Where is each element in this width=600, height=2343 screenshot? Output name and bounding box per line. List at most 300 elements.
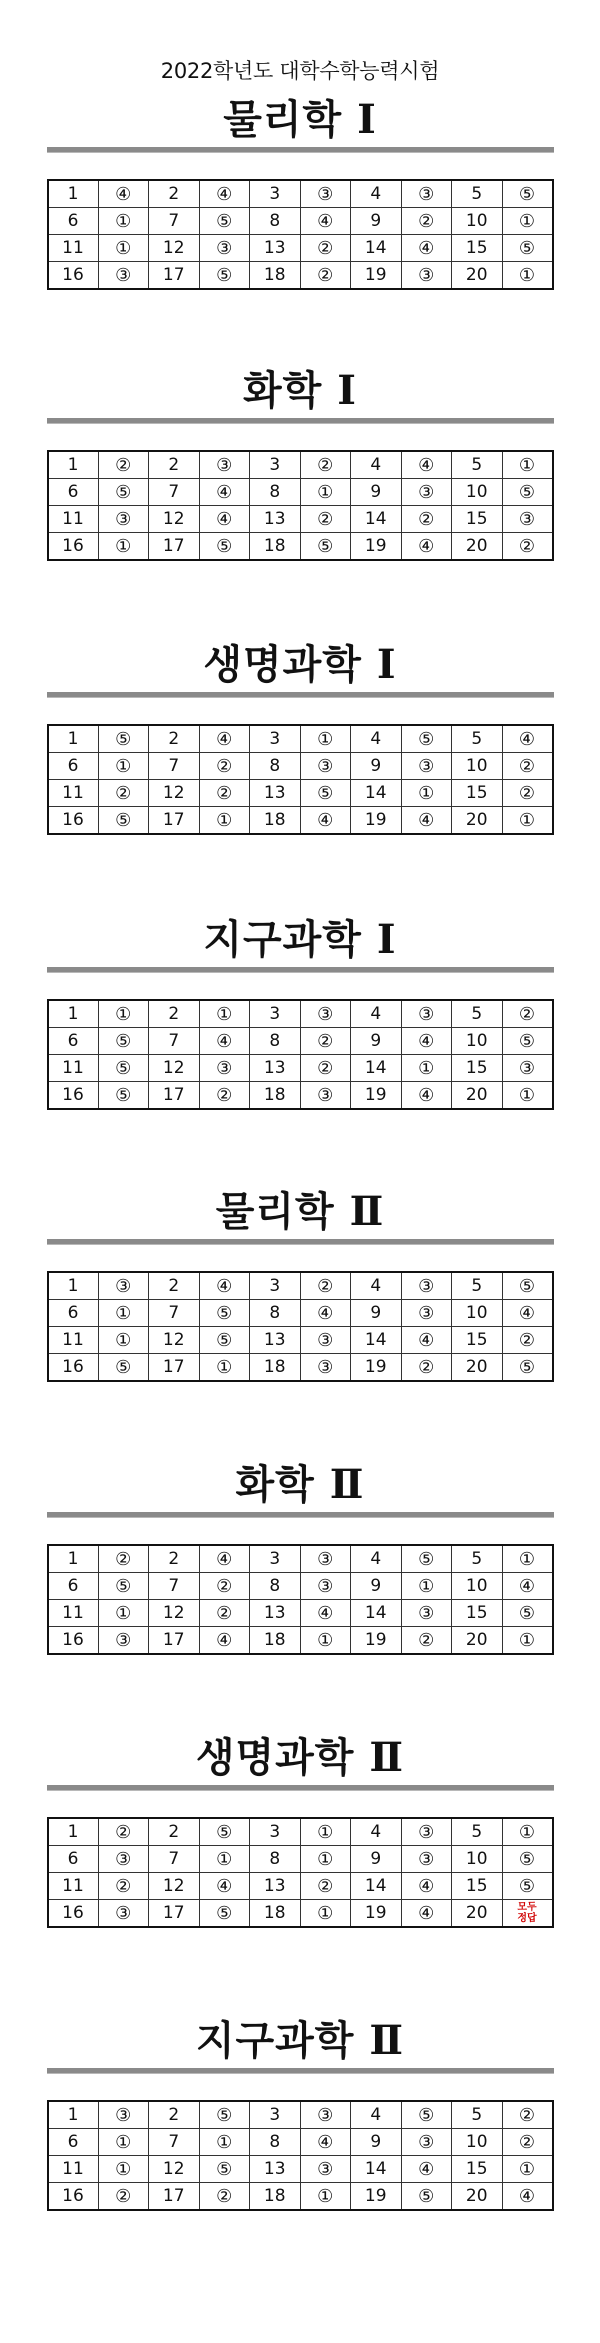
section-title [0, 1187, 600, 1237]
question-number: 16 [48, 1082, 99, 1110]
question-number: 8 [250, 753, 301, 780]
answer-cell: ② [98, 1873, 149, 1900]
question-number: 4 [351, 451, 402, 479]
question-number: 1 [48, 725, 99, 753]
answer-cell: ② [199, 780, 250, 807]
answer-cell: ⑤ [401, 725, 452, 753]
document-header: 2022학년도 대학수학능력시험 [160, 59, 440, 83]
section-title-roman: Ⅱ [349, 1188, 385, 1235]
section-title [0, 915, 600, 965]
question-number: 5 [452, 451, 503, 479]
answer-cell: ⑤ [98, 1082, 149, 1110]
table-row [48, 533, 553, 561]
answer-table [47, 2100, 554, 2211]
table-row [48, 208, 553, 235]
answer-cell: ① [300, 1627, 351, 1655]
answer-cell: ① [98, 753, 149, 780]
answer-cell: ② [199, 1573, 250, 1600]
answer-cell: ⑤ [199, 2156, 250, 2183]
answer-cell: ① [98, 2156, 149, 2183]
answer-cell: ④ [401, 1028, 452, 1055]
question-number: 19 [351, 262, 402, 290]
question-number: 19 [351, 1900, 402, 1928]
question-number: 13 [250, 1600, 301, 1627]
table-row [48, 235, 553, 262]
question-number: 12 [149, 1873, 200, 1900]
question-number: 9 [351, 1028, 402, 1055]
question-number: 4 [351, 2101, 402, 2129]
answer-cell: ① [300, 1846, 351, 1873]
answer-cell: ① [98, 1300, 149, 1327]
answer-section [0, 1460, 600, 1655]
question-number: 5 [452, 1000, 503, 1028]
answer-cell: ② [300, 451, 351, 479]
answer-cell: ③ [300, 1327, 351, 1354]
answer-cell: ① [199, 1354, 250, 1382]
table-row [48, 1573, 553, 1600]
question-number: 8 [250, 1028, 301, 1055]
question-number: 15 [452, 506, 503, 533]
answer-cell: ① [502, 1545, 553, 1573]
question-number: 15 [452, 1055, 503, 1082]
question-number: 18 [250, 262, 301, 290]
question-number: 10 [452, 1573, 503, 1600]
answer-cell: ② [98, 451, 149, 479]
table-row [48, 2183, 553, 2211]
answer-cell: ⑤ [199, 1327, 250, 1354]
section-divider [47, 692, 554, 698]
section-divider [47, 967, 554, 973]
question-number: 9 [351, 2129, 402, 2156]
question-number: 8 [250, 1300, 301, 1327]
section-title-text: 지구과학 [195, 2018, 355, 2064]
answer-cell: ① [502, 807, 553, 835]
question-number: 9 [351, 1846, 402, 1873]
answer-cell: ④ [401, 1873, 452, 1900]
answer-cell: ⑤ [502, 1028, 553, 1055]
answer-cell: ④ [401, 235, 452, 262]
table-row [48, 1900, 553, 1928]
answer-cell: ② [502, 753, 553, 780]
question-number: 10 [452, 1846, 503, 1873]
question-number: 19 [351, 1354, 402, 1382]
question-number: 11 [48, 780, 99, 807]
answer-cell: ⑤ [199, 2101, 250, 2129]
question-number: 13 [250, 235, 301, 262]
question-number: 5 [452, 1818, 503, 1846]
table-row [48, 1327, 553, 1354]
answer-cell: ① [98, 2129, 149, 2156]
answer-cell: ② [401, 1354, 452, 1382]
answer-cell: ④ [401, 1327, 452, 1354]
answer-cell: ① [199, 2129, 250, 2156]
table-row [48, 262, 553, 290]
question-number: 20 [452, 533, 503, 561]
question-number: 17 [149, 807, 200, 835]
question-number: 7 [149, 1300, 200, 1327]
question-number: 11 [48, 1327, 99, 1354]
question-number: 16 [48, 533, 99, 561]
answer-cell: ② [300, 262, 351, 290]
question-number: 19 [351, 807, 402, 835]
answer-cell: ⑤ [199, 533, 250, 561]
question-number: 11 [48, 1873, 99, 1900]
section-title-roman: Ⅱ [369, 2017, 405, 2064]
question-number: 4 [351, 1000, 402, 1028]
question-number: 10 [452, 208, 503, 235]
question-number: 18 [250, 1354, 301, 1382]
answer-cell: ③ [502, 506, 553, 533]
question-number: 20 [452, 2183, 503, 2211]
answer-cell: ④ [300, 2129, 351, 2156]
answer-cell: ⑤ [401, 2101, 452, 2129]
answer-cell: ④ [300, 1300, 351, 1327]
answer-cell: ① [401, 1055, 452, 1082]
answer-cell: ⑤ [98, 807, 149, 835]
question-number: 4 [351, 1272, 402, 1300]
question-number: 1 [48, 1818, 99, 1846]
section-divider [47, 2068, 554, 2074]
answer-cell: ② [502, 780, 553, 807]
answer-cell: ③ [401, 1818, 452, 1846]
question-number: 20 [452, 1900, 503, 1928]
answer-section [0, 915, 600, 1110]
question-number: 17 [149, 1082, 200, 1110]
question-number: 13 [250, 2156, 301, 2183]
table-row [48, 1055, 553, 1082]
question-number: 7 [149, 479, 200, 506]
question-number: 1 [48, 1545, 99, 1573]
question-number: 3 [250, 1272, 301, 1300]
table-row [48, 780, 553, 807]
section-title-roman: Ⅱ [369, 1734, 405, 1781]
answer-cell: ④ [300, 1600, 351, 1627]
answer-cell: ① [199, 1000, 250, 1028]
answer-cell: ③ [300, 2156, 351, 2183]
question-number: 4 [351, 725, 402, 753]
answer-cell: ③ [300, 1000, 351, 1028]
answer-cell: ⑤ [98, 1354, 149, 1382]
question-number: 2 [149, 725, 200, 753]
answer-cell: ③ [98, 1900, 149, 1928]
question-number: 13 [250, 1327, 301, 1354]
answer-cell: ③ [199, 235, 250, 262]
answer-cell: ③ [98, 2101, 149, 2129]
answer-cell: ① [300, 2183, 351, 2211]
answer-cell: ④ [199, 180, 250, 208]
answer-cell: ④ [401, 807, 452, 835]
question-number: 9 [351, 479, 402, 506]
question-number: 6 [48, 1028, 99, 1055]
question-number: 20 [452, 1082, 503, 1110]
answer-cell: ② [401, 1627, 452, 1655]
answer-cell: ③ [300, 1545, 351, 1573]
answer-cell: ③ [300, 753, 351, 780]
answer-table [47, 1544, 554, 1655]
answer-cell: ④ [300, 208, 351, 235]
table-row [48, 1846, 553, 1873]
answer-cell: ④ [502, 2183, 553, 2211]
question-number: 16 [48, 1900, 99, 1928]
question-number: 17 [149, 1354, 200, 1382]
question-number: 10 [452, 2129, 503, 2156]
section-title [0, 1460, 600, 1510]
question-number: 4 [351, 1818, 402, 1846]
question-number: 18 [250, 1900, 301, 1928]
question-number: 19 [351, 533, 402, 561]
question-number: 1 [48, 180, 99, 208]
question-number: 12 [149, 1327, 200, 1354]
answer-cell: ⑤ [98, 479, 149, 506]
answer-cell: ③ [300, 2101, 351, 2129]
answer-cell: ① [502, 208, 553, 235]
answer-cell: ③ [98, 262, 149, 290]
answer-cell: ⑤ [502, 1600, 553, 1627]
answer-cell: ⑤ [401, 2183, 452, 2211]
section-title [0, 2016, 600, 2066]
answer-cell: ① [98, 1000, 149, 1028]
answer-section [0, 95, 600, 290]
question-number: 12 [149, 1055, 200, 1082]
table-row [48, 2129, 553, 2156]
answer-cell: ① [98, 1600, 149, 1627]
question-number: 14 [351, 506, 402, 533]
question-number: 14 [351, 780, 402, 807]
answer-cell: ⑤ [300, 533, 351, 561]
answer-cell: ⑤ [502, 1272, 553, 1300]
question-number: 14 [351, 1327, 402, 1354]
question-number: 6 [48, 1846, 99, 1873]
answer-cell: ③ [401, 180, 452, 208]
question-number: 3 [250, 1545, 301, 1573]
answer-cell: ④ [401, 533, 452, 561]
answer-cell: ③ [401, 1000, 452, 1028]
answer-cell: ① [502, 1818, 553, 1846]
answer-cell: ② [98, 1818, 149, 1846]
answer-cell: ③ [300, 1573, 351, 1600]
question-number: 3 [250, 180, 301, 208]
table-row [48, 753, 553, 780]
table-row [48, 1272, 553, 1300]
answer-cell: ① [98, 533, 149, 561]
answer-cell: ③ [401, 1272, 452, 1300]
question-number: 18 [250, 807, 301, 835]
answer-cell: ① [502, 262, 553, 290]
question-number: 20 [452, 262, 503, 290]
question-number: 5 [452, 1272, 503, 1300]
table-row [48, 1627, 553, 1655]
section-title-text: 생명과학 [195, 1735, 355, 1781]
section-title-roman: Ⅰ [337, 367, 357, 414]
question-number: 1 [48, 1272, 99, 1300]
answer-section [0, 1733, 600, 1928]
answer-cell: ④ [502, 1300, 553, 1327]
question-number: 2 [149, 2101, 200, 2129]
answer-cell: ⑤ [199, 208, 250, 235]
answer-cell: ① [300, 479, 351, 506]
section-title-roman: Ⅱ [329, 1461, 365, 1508]
answer-cell: ③ [199, 451, 250, 479]
answer-cell: ② [300, 1272, 351, 1300]
question-number: 10 [452, 753, 503, 780]
question-number: 19 [351, 1082, 402, 1110]
question-number: 17 [149, 262, 200, 290]
table-row [48, 807, 553, 835]
answer-section [0, 640, 600, 835]
answer-cell: ① [199, 1846, 250, 1873]
answer-cell: ④ [199, 1272, 250, 1300]
answer-cell: ④ [502, 725, 553, 753]
answer-cell: ③ [401, 2129, 452, 2156]
question-number: 17 [149, 1627, 200, 1655]
answer-cell: ⑤ [98, 1055, 149, 1082]
question-number: 7 [149, 1846, 200, 1873]
question-number: 4 [351, 180, 402, 208]
answer-cell: ① [502, 1082, 553, 1110]
answer-cell: ② [98, 2183, 149, 2211]
question-number: 10 [452, 1300, 503, 1327]
question-number: 18 [250, 1627, 301, 1655]
table-row [48, 2156, 553, 2183]
table-row [48, 451, 553, 479]
question-number: 8 [250, 2129, 301, 2156]
answer-cell: ④ [300, 807, 351, 835]
table-row [48, 1818, 553, 1846]
answer-cell: ① [502, 2156, 553, 2183]
answer-cell: ④ [401, 1082, 452, 1110]
question-number: 10 [452, 479, 503, 506]
question-number: 3 [250, 1818, 301, 1846]
answer-section [0, 1187, 600, 1382]
question-number: 7 [149, 1028, 200, 1055]
question-number: 8 [250, 1846, 301, 1873]
answer-cell: ⑤ [502, 479, 553, 506]
question-number: 2 [149, 180, 200, 208]
question-number: 6 [48, 753, 99, 780]
section-title-text: 생명과학 [203, 642, 362, 688]
question-number: 16 [48, 1627, 99, 1655]
answer-cell: ② [502, 1000, 553, 1028]
answer-cell: ② [98, 1545, 149, 1573]
question-number: 7 [149, 1573, 200, 1600]
section-title-text: 화학 [235, 1462, 315, 1508]
table-row [48, 479, 553, 506]
answer-cell: ④ [502, 1573, 553, 1600]
question-number: 17 [149, 533, 200, 561]
answer-cell: ① [300, 1900, 351, 1928]
question-number: 9 [351, 1573, 402, 1600]
question-number: 20 [452, 807, 503, 835]
answer-cell: ① [401, 780, 452, 807]
answer-table [47, 450, 554, 561]
answer-cell: ③ [401, 1846, 452, 1873]
table-row [48, 1873, 553, 1900]
question-number: 15 [452, 235, 503, 262]
answer-cell: ④ [199, 506, 250, 533]
question-number: 14 [351, 2156, 402, 2183]
question-number: 15 [452, 1873, 503, 1900]
question-number: 10 [452, 1028, 503, 1055]
answer-table [47, 1271, 554, 1382]
table-row [48, 1354, 553, 1382]
question-number: 14 [351, 1873, 402, 1900]
answer-cell: ② [300, 506, 351, 533]
answer-cell: ④ [199, 1627, 250, 1655]
answer-cell: ② [502, 1327, 553, 1354]
question-number: 19 [351, 1627, 402, 1655]
answer-cell: ② [502, 2101, 553, 2129]
question-number: 12 [149, 235, 200, 262]
section-divider [47, 1785, 554, 1791]
question-number: 4 [351, 1545, 402, 1573]
answer-cell: ⑤ [199, 262, 250, 290]
answer-cell: ③ [401, 479, 452, 506]
answer-cell: ① [98, 208, 149, 235]
answer-cell: ② [199, 2183, 250, 2211]
question-number: 8 [250, 1573, 301, 1600]
question-number: 6 [48, 479, 99, 506]
section-divider [47, 147, 554, 153]
section-divider [47, 1512, 554, 1518]
answer-cell: ① [98, 1327, 149, 1354]
question-number: 3 [250, 2101, 301, 2129]
table-row [48, 725, 553, 753]
question-number: 2 [149, 451, 200, 479]
answer-cell: ② [401, 208, 452, 235]
question-number: 2 [149, 1545, 200, 1573]
question-number: 15 [452, 1600, 503, 1627]
section-title-roman: Ⅰ [376, 916, 397, 963]
table-row [48, 1028, 553, 1055]
question-number: 6 [48, 2129, 99, 2156]
question-number: 8 [250, 479, 301, 506]
answer-cell: ① [300, 1818, 351, 1846]
question-number: 11 [48, 1600, 99, 1627]
question-number: 2 [149, 1818, 200, 1846]
answer-cell: ④ [199, 725, 250, 753]
question-number: 6 [48, 1300, 99, 1327]
answer-cell: ③ [300, 1354, 351, 1382]
answer-cell: ② [300, 1873, 351, 1900]
question-number: 9 [351, 753, 402, 780]
answer-cell: ⑤ [401, 1545, 452, 1573]
table-row [48, 1545, 553, 1573]
question-number: 15 [452, 2156, 503, 2183]
answer-cell: ② [199, 1082, 250, 1110]
question-number: 9 [351, 1300, 402, 1327]
answer-cell: ⑤ [502, 235, 553, 262]
answer-cell: ② [98, 780, 149, 807]
answer-cell: ③ [401, 753, 452, 780]
question-number: 5 [452, 725, 503, 753]
question-number: 11 [48, 235, 99, 262]
question-number: 14 [351, 1600, 402, 1627]
section-divider [47, 418, 554, 424]
question-number: 16 [48, 2183, 99, 2211]
answer-cell: ④ [199, 1873, 250, 1900]
question-number: 7 [149, 2129, 200, 2156]
answer-cell: ⑤ [199, 1818, 250, 1846]
answer-cell: ② [300, 1055, 351, 1082]
section-title [0, 640, 600, 690]
answer-cell: ④ [199, 1545, 250, 1573]
answer-cell: ③ [401, 1300, 452, 1327]
question-number: 5 [452, 180, 503, 208]
question-number: 16 [48, 807, 99, 835]
question-number: 1 [48, 1000, 99, 1028]
question-number: 14 [351, 235, 402, 262]
answer-cell: ③ [98, 506, 149, 533]
